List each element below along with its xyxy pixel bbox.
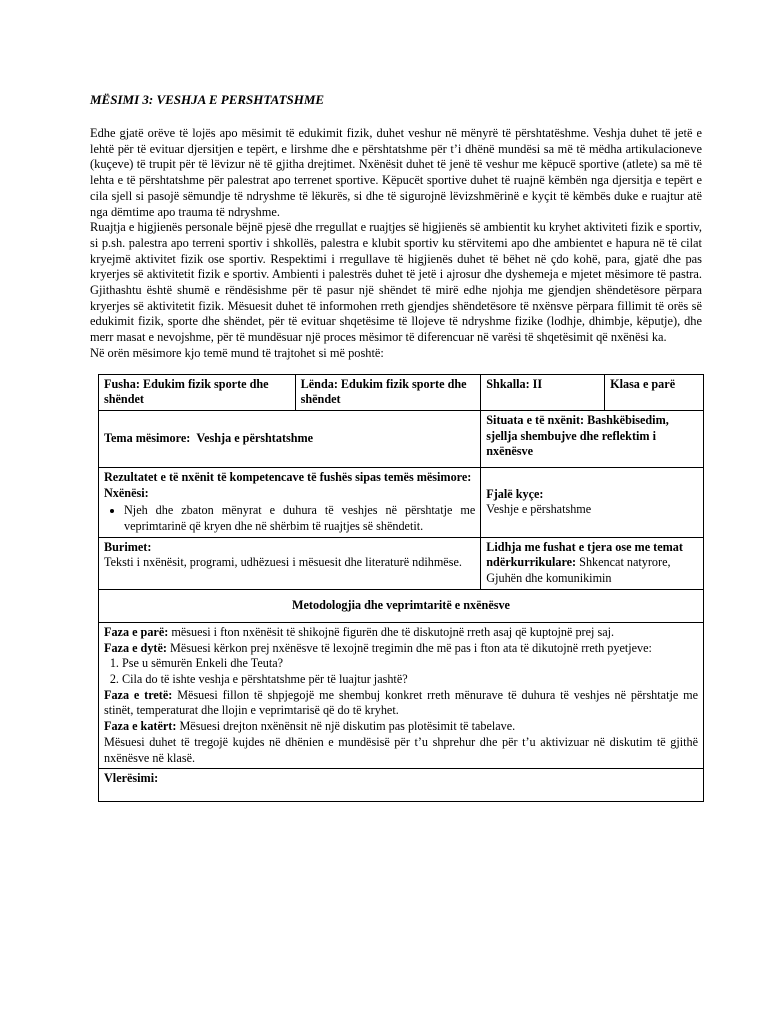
fjale-label: Fjalë kyçe: xyxy=(486,486,544,501)
paragraph-clothing: Edhe gjatë orëve të lojës apo mësimit të edukimit fizik, duhet veshur në mënyrë të përshtatëshme. Veshja duhet të jetë e lehtë për të evituar djersitjen e tepërt, e lirshme dhe e përshtatshme për t’i dhënë mundësi sa më të mëdha artikulacioneve (kuçeve) të trupit për të lëvizur në të gjitha drejtimet. Nxënësit duhet të jenë të veshur me këpucë sportive (atlete) sa më të lehta e të përshtatshme për palestrat apo terrenet sportive. Këpucët sportive duhet të ruajnë këmbën nga djersitja e tepërt e cila sjell si pasojë sëmundje të ndryshme të lëkurës, si dhe të sigurojnë lëvizshmërinë e kyçit të këmbës duke e ruajtur atë nga dëmtime apo trauma të ndryshme. xyxy=(90,126,702,219)
faza-4: Faza e katërt: Mësuesi drejton nxënënsit në një diskutim pas plotësimit të tabelave. xyxy=(104,719,516,734)
table-row-metodologjia xyxy=(99,589,704,622)
table-row-burimet xyxy=(99,537,704,589)
closing-note: Mësuesi duhet të tregojë kujdes në dhënien e mundësisë për t’u shprehur dhe për t’u aktivizuar në diskutim të gjithë nxënësve në klasë. xyxy=(104,734,698,765)
table-row-rezultatet xyxy=(99,467,704,537)
rezultatet-title: Rezultatet e të nxënit të kompetencave të fushës sipas temës mësimore: xyxy=(104,469,472,484)
paragraph-hygiene: Ruajtja e higjienës personale bëjnë pjesë dhe rregullat e ruajtjes së higjienës së ambientit ku kryhet aktiviteti fizik e sportiv, si p.sh. palestra apo terreni sportiv i shkollës, palestra e klubit sportiv ku stërvitemi apo dhe ambientet e hapura në të cilat kryejmë aktivitet fizik ose sportiv. Respektimi i rregullave të higjienës duhet të bëhet në çdo kohë, para, gjatë dhe pas kryerjes së aktivitetit fizik e sportiv. Ambienti i palestrës duhet të jetë i ajrosur dhe dyshemeja e mjetet mësimore të pastra. Gjithashtu është shumë e rëndësishme për të pasur një shëndet të mirë edhe njohja me gjendjen shëndetësore përpara kryerjes së aktivitetit fizik. Mësuesit duhet të informohen rreth gjendjes shëndetësore të nxënsve përpara fillimit të orës së edukimit fizik, sporte dhe shëndet, për të evituar shqetësime të llojeve të ndryshme fizike (lodhje, dhimbje, këputje), dhe merr masat e nevojshme, për të mundësuar një proces mësimor të diferencuar në varësi të shqetësimit që nxënësi ka. xyxy=(90,220,702,345)
document-page xyxy=(90,92,702,802)
faza-3: Faza e tretë: Mësuesi fillon të shpjegojë me shembuj konkret rreth mënurave të duhura të veshjes në përshtatje me stinët, temperaturat dhe llojin e veprimtarisë që do të kryhet. xyxy=(104,687,698,718)
lidhja-value: Shkencat natyrore, Gjuhën dhe komunikimin xyxy=(486,555,671,586)
cell-klasa: Klasa e parë xyxy=(605,374,704,410)
list-item: • Njeh dhe zbaton mënyrat e duhura të veshjes në përshtatje me veprimtarinë që kryen dhe në shërbim të ruajtjes së shëndetit. xyxy=(124,503,475,534)
cell-rezultatet xyxy=(99,467,481,537)
tema-value: Veshja e përshtatshme xyxy=(196,431,314,446)
cell-tema xyxy=(99,410,481,467)
list-item: 2. Cila do të ishte veshja e përshtatshme për të luajtur jashtë? xyxy=(122,672,698,688)
cell-fazat xyxy=(99,622,704,768)
lidhja-label: Lidhja me fushat e tjera ose me temat ndërkurrikulare: xyxy=(486,539,683,570)
table-row-vleresimi xyxy=(99,769,704,802)
faza-2: Faza e dytë: Mësuesi kërkon prej nxënësve të lexojnë tregimin dhe më pas i fton ata të dikutojnë rreth pyetjeve: xyxy=(104,640,652,655)
cell-fjale-kyce xyxy=(481,467,704,537)
lesson-plan-table xyxy=(98,374,704,803)
burimet-label: Burimet: xyxy=(104,539,152,554)
cell-metodologjia: Metodologjia dhe veprimtaritë e nxënësve xyxy=(99,589,704,622)
nxenesi-label: Nxënësi: xyxy=(104,485,149,500)
tema-label: Tema mësimore: xyxy=(104,431,191,446)
cell-shkalla: Shkalla: II xyxy=(481,374,605,410)
cell-lenda: Lënda: Edukim fizik sporte dhe shëndet xyxy=(295,374,481,410)
faza-1: Faza e parë: mësuesi i fton nxënësit të shikojnë figurën dhe të diskutojnë rreth asaj që kuptojnë prej saj. xyxy=(104,624,615,639)
rezultatet-list xyxy=(104,503,475,534)
paragraph-intro-table: Në orën mësimore kjo temë mund të trajtohet si më poshtë: xyxy=(90,345,384,360)
cell-vleresimi: Vlerësimi: xyxy=(99,769,704,802)
questions-list xyxy=(104,656,698,687)
table-row-header xyxy=(99,374,704,410)
cell-burimet xyxy=(99,537,481,589)
burimet-value: Teksti i nxënësit, programi, udhëzuesi i mësuesit dhe literaturë ndihmëse. xyxy=(104,555,462,570)
fjale-value: Veshje e përshatshme xyxy=(486,502,592,517)
table-row-fazat xyxy=(99,622,704,768)
cell-situata: Situata e të nxënit: Bashkëbisedim, sjellja shembujve dhe reflektim i nxënësve xyxy=(481,410,704,467)
list-item: 1. Pse u sëmurën Enkeli dhe Teuta? xyxy=(122,656,698,672)
cell-fusha: Fusha: Edukim fizik sporte dhe shëndet xyxy=(99,374,296,410)
lesson-title: MËSIMI 3: VESHJA E PERSHTATSHME xyxy=(90,92,325,107)
table-row-tema xyxy=(99,410,704,467)
cell-lidhja xyxy=(481,537,704,589)
